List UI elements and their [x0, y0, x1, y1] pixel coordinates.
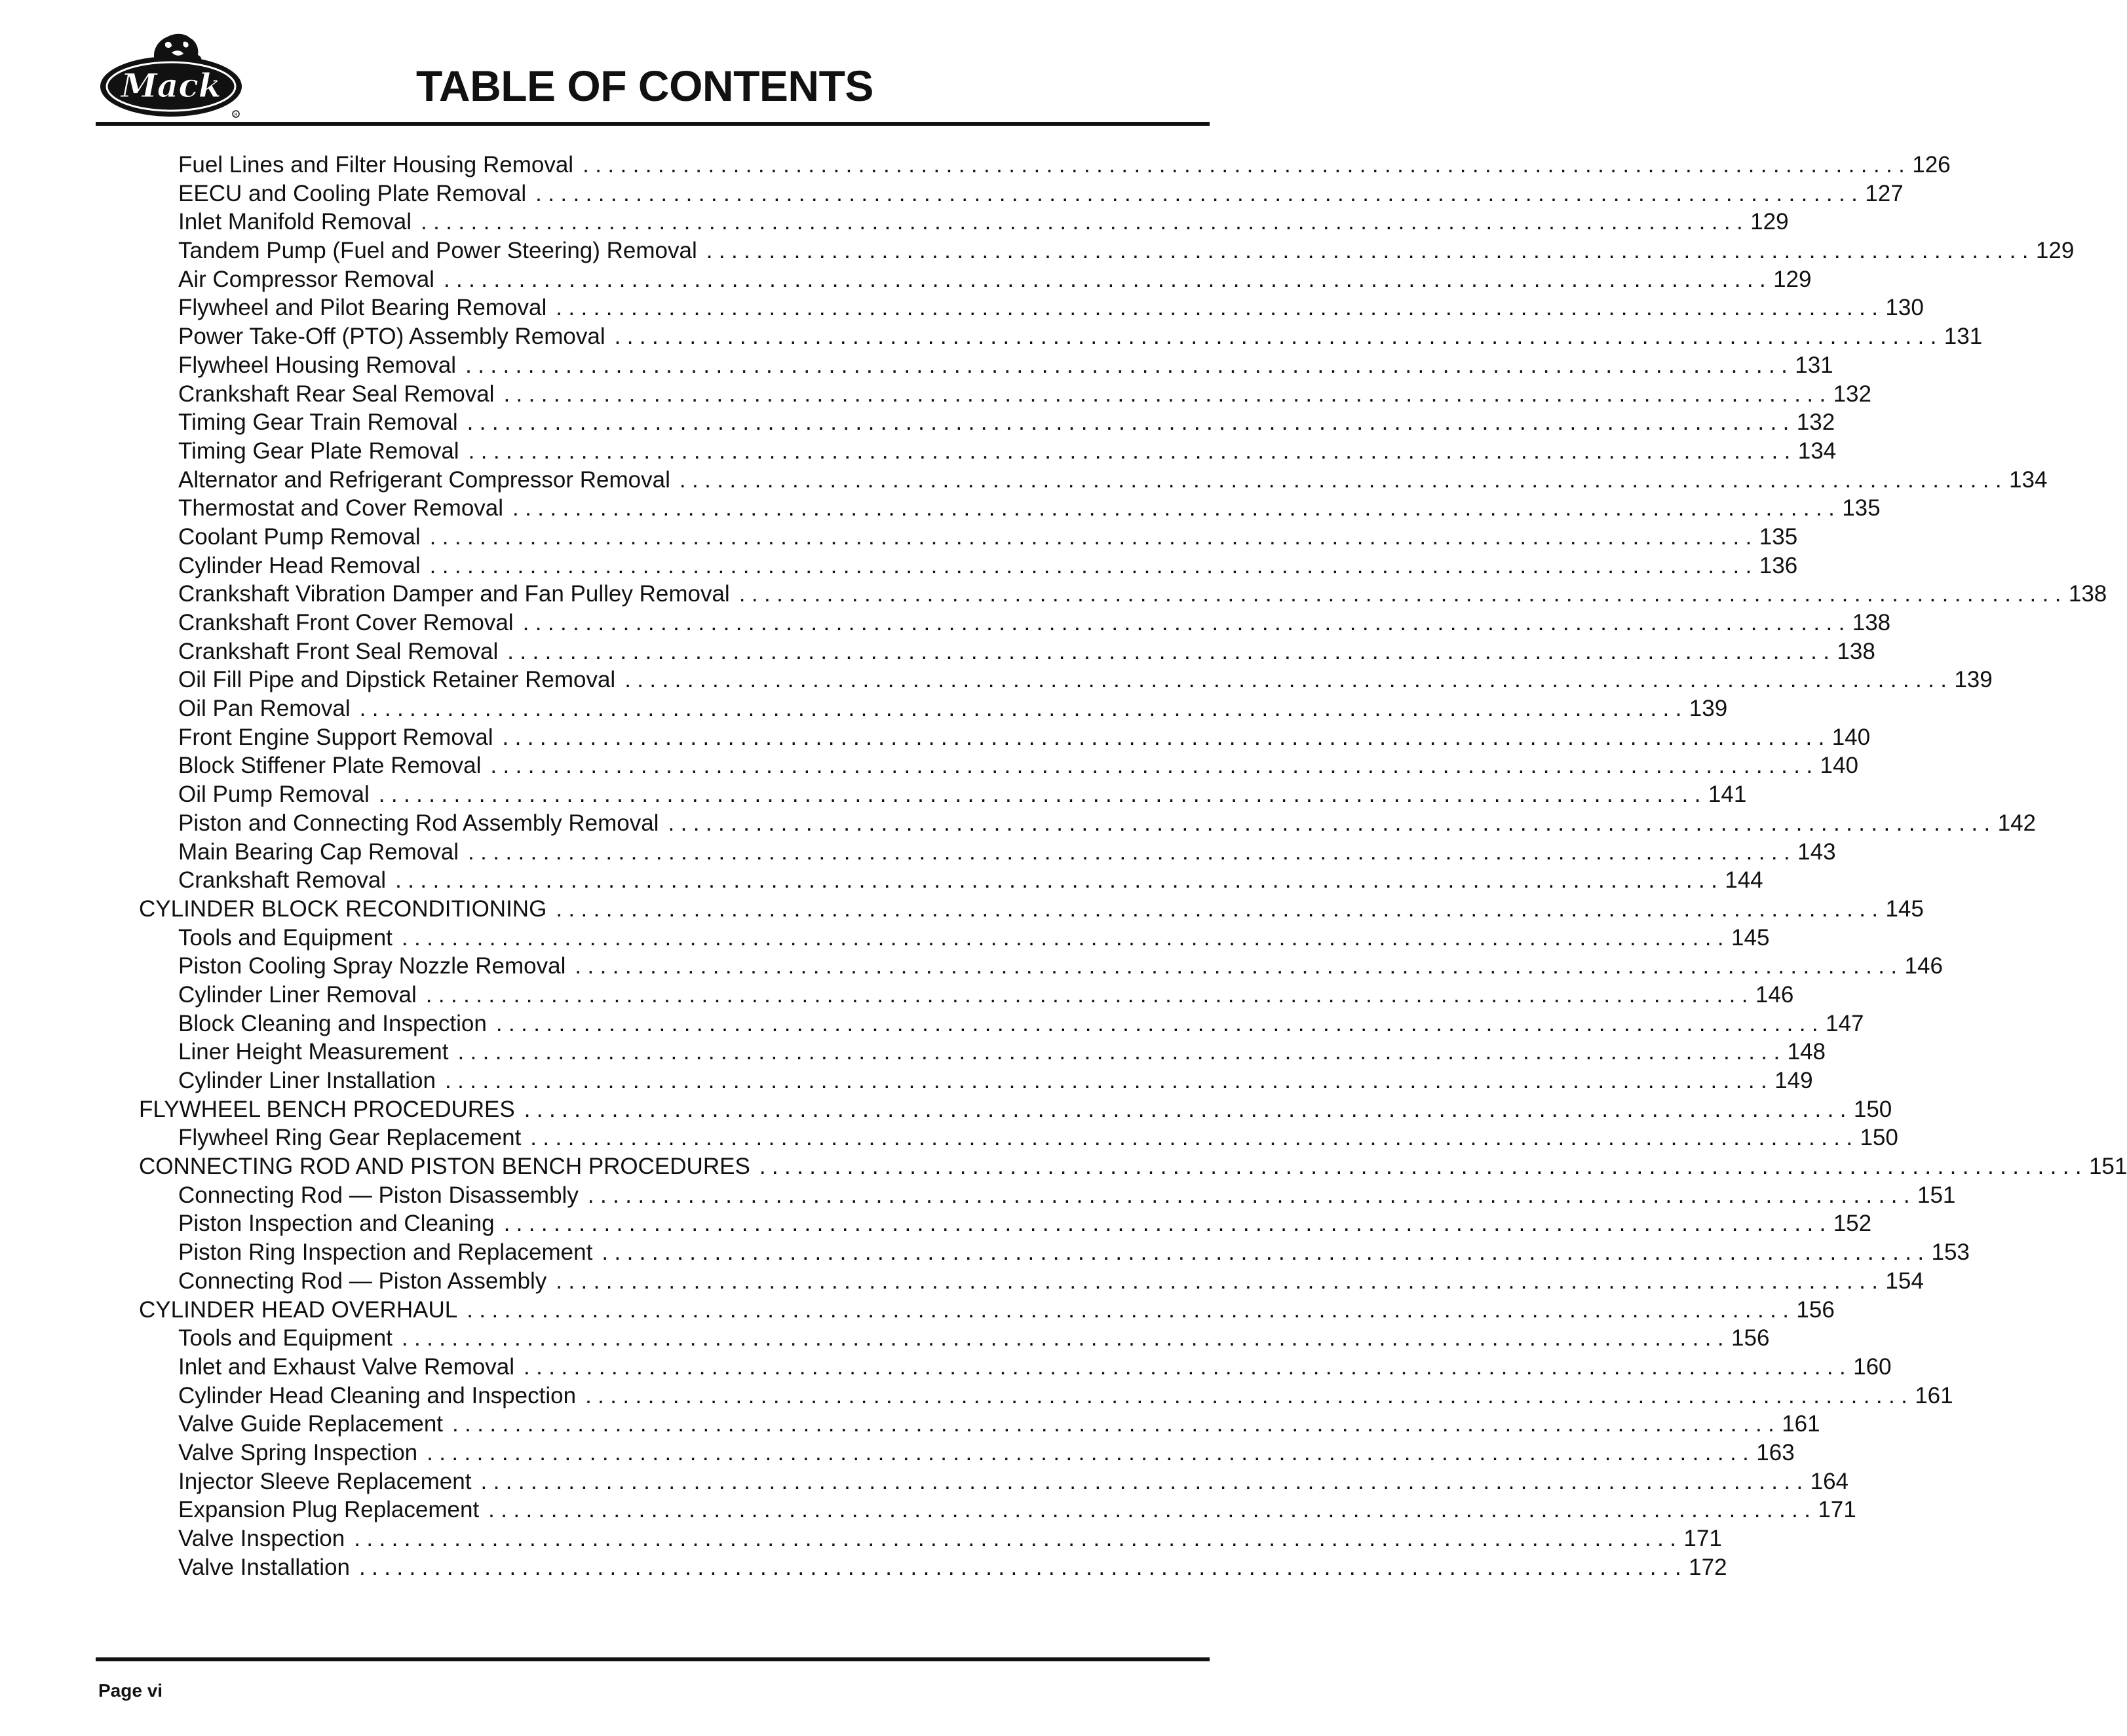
dot-leader: ..........................................................................................................	[429, 552, 1758, 578]
toc-entry-title: Cylinder Liner Installation	[178, 1068, 436, 1093]
toc-entry	[0, 1181, 1956, 1210]
toc-entry	[0, 1066, 1813, 1095]
dot-leader: ..........................................................................................................	[738, 581, 2067, 607]
dot-leader: ..........................................................................................................	[556, 1268, 1885, 1294]
toc-entry	[0, 780, 1747, 809]
dot-leader: ..........................................................................................................	[425, 981, 1754, 1008]
toc-entry	[0, 1353, 1892, 1382]
toc-entry-page: 163	[1756, 1439, 1795, 1465]
toc-entry-page: 143	[1797, 839, 1836, 865]
toc-entry-page: 161	[1915, 1382, 1953, 1408]
toc-entry	[0, 666, 1993, 694]
toc-entry-title: Connecting Rod — Piston Disassembly	[178, 1182, 579, 1208]
toc-entry	[0, 1010, 1864, 1038]
toc-entry	[0, 1382, 1953, 1410]
toc-section-heading	[0, 1296, 1835, 1325]
toc-entry	[0, 751, 1858, 780]
toc-entry-page: 134	[2009, 466, 2048, 493]
toc-entry	[0, 1410, 1820, 1439]
toc-entry-page: 140	[1820, 753, 1858, 779]
dot-leader: ..........................................................................................................	[467, 409, 1795, 436]
toc-entry	[0, 380, 1871, 409]
dot-leader: ..........................................................................................................	[488, 1497, 1817, 1523]
toc-entry	[0, 151, 1951, 179]
toc-entry	[0, 1123, 1898, 1152]
dot-leader: ..........................................................................................................	[354, 1526, 1683, 1551]
toc-entry-title: Crankshaft Front Seal Removal	[178, 638, 499, 664]
toc-entry-page: 146	[1755, 981, 1794, 1008]
toc-entry	[0, 322, 1983, 351]
dot-leader: ..........................................................................................................	[556, 295, 1885, 321]
toc-entry-title: Expansion Plug Replacement	[178, 1497, 480, 1523]
toc-entry-title: Block Stiffener Plate Removal	[178, 753, 482, 779]
toc-entry-page: 131	[1944, 324, 1983, 350]
toc-entry	[0, 694, 1728, 723]
toc-entry	[0, 265, 1812, 294]
toc-entry-page: 135	[1842, 495, 1881, 521]
toc-entry-title: Tools and Equipment	[178, 924, 393, 951]
toc-entry	[0, 1267, 1924, 1296]
toc-entry-title: Piston Ring Inspection and Replacement	[178, 1239, 593, 1266]
toc-section-heading	[0, 895, 1924, 924]
toc-entry	[0, 1553, 1727, 1582]
dot-leader: ..........................................................................................................	[583, 152, 1911, 178]
dot-leader: ..........................................................................................................	[668, 810, 1997, 836]
toc-entry-page: 131	[1795, 352, 1833, 378]
toc-entry-page: 145	[1731, 924, 1770, 951]
toc-entry-page: 146	[1904, 953, 1943, 979]
toc-section-heading	[0, 1095, 1892, 1124]
dot-leader: ..........................................................................................................	[523, 1353, 1852, 1380]
toc-entry-title: Cylinder Head Cleaning and Inspection	[178, 1382, 577, 1408]
dot-leader: ..........................................................................................................	[495, 1010, 1825, 1036]
toc-entry	[0, 466, 2048, 495]
toc-entry-page: 140	[1831, 724, 1871, 750]
dot-leader: ..........................................................................................................	[421, 209, 1750, 235]
toc-entry	[0, 809, 2037, 838]
toc-entry	[0, 1439, 1795, 1467]
toc-entry-title: Coolant Pump Removal	[178, 523, 421, 550]
toc-entry-title: Main Bearing Cap Removal	[178, 839, 459, 865]
toc-entry-title: Inlet Manifold Removal	[178, 209, 412, 235]
toc-entry	[0, 580, 2107, 609]
dot-leader: ..........................................................................................................	[480, 1468, 1809, 1494]
dot-leader: ..........................................................................................................	[359, 696, 1688, 722]
toc-section-heading	[0, 1152, 2127, 1181]
toc-entry-title: Piston Inspection and Cleaning	[178, 1211, 495, 1237]
toc-entry-page: 145	[1885, 896, 1924, 922]
dot-leader: ..........................................................................................................	[585, 1382, 1914, 1408]
dot-leader: ..........................................................................................................	[602, 1239, 1930, 1266]
toc-entry-title: Valve Spring Inspection	[178, 1439, 418, 1465]
dot-leader: ..........................................................................................................	[443, 266, 1772, 292]
toc-entry-page: 132	[1796, 409, 1835, 436]
toc-entry-page: 134	[1797, 438, 1837, 464]
toc-entry-title: Inlet and Exhaust Valve Removal	[178, 1353, 514, 1380]
toc-entry	[0, 236, 2075, 265]
dot-leader: ..........................................................................................................	[490, 753, 1819, 779]
toc-entry-page: 141	[1708, 782, 1747, 808]
toc-entry-title: Crankshaft Rear Seal Removal	[178, 381, 495, 407]
dot-leader: ..........................................................................................................	[512, 495, 1841, 521]
svg-text:R: R	[234, 112, 238, 117]
toc-entry-title: CONNECTING ROD AND PISTON BENCH PROCEDURES	[139, 1154, 750, 1180]
toc-entry	[0, 723, 1871, 752]
toc-entry-title: Fuel Lines and Filter Housing Removal	[178, 152, 574, 178]
toc-entry	[0, 981, 1794, 1010]
toc-entry-title: Timing Gear Plate Removal	[178, 438, 459, 464]
toc-entry	[0, 1496, 1856, 1524]
toc-entry-title: Injector Sleeve Replacement	[178, 1468, 472, 1494]
toc-entry-page: 139	[1689, 696, 1728, 722]
dot-leader: ..........................................................................................................	[503, 381, 1832, 407]
dot-leader: ..........................................................................................................	[556, 896, 1885, 922]
dot-leader: ..........................................................................................................	[503, 1211, 1832, 1237]
toc-entry-page: 164	[1810, 1468, 1849, 1494]
mack-logo	[97, 26, 248, 124]
dot-leader: ..........................................................................................................	[444, 1068, 1774, 1093]
toc-entry-page: 135	[1759, 523, 1798, 550]
toc-entry-page: 129	[1773, 266, 1812, 292]
toc-entry-page: 144	[1725, 867, 1763, 894]
toc-entry-title: Alternator and Refrigerant Compressor Removal	[178, 466, 670, 493]
toc-entry-title: Block Cleaning and Inspection	[178, 1010, 487, 1036]
dot-leader: ..........................................................................................................	[465, 352, 1794, 378]
toc-entry-page: 139	[1954, 667, 1993, 693]
dot-leader: ..........................................................................................................	[587, 1182, 1916, 1208]
dot-leader: ..........................................................................................................	[467, 1296, 1795, 1323]
toc-entry-page: 151	[2088, 1154, 2127, 1180]
dot-leader: ..........................................................................................................	[524, 1096, 1852, 1122]
toc-entry-title: Air Compressor Removal	[178, 266, 434, 292]
toc-entry	[0, 1524, 1722, 1553]
toc-entry	[0, 293, 1924, 322]
toc-entry-title: Liner Height Measurement	[178, 1039, 449, 1065]
toc-entry	[0, 609, 1891, 637]
toc-entry	[0, 408, 1835, 437]
toc-entry-title: Timing Gear Train Removal	[178, 409, 458, 436]
toc-entry	[0, 208, 1789, 236]
toc-entry	[0, 437, 1837, 466]
dot-leader: ..........................................................................................................	[614, 324, 1943, 350]
toc-entry-title: Cylinder Liner Removal	[178, 981, 417, 1008]
toc-entry-title: Valve Guide Replacement	[178, 1411, 444, 1437]
toc-entry	[0, 523, 1798, 552]
toc-entry-page: 147	[1826, 1010, 1864, 1036]
toc-entry	[0, 1038, 1826, 1066]
toc-entry-page: 161	[1782, 1411, 1820, 1437]
toc-entry-page: 172	[1689, 1554, 1727, 1580]
toc-entry	[0, 179, 1904, 208]
dot-leader: ..........................................................................................................	[452, 1411, 1781, 1437]
dot-leader: ..........................................................................................................	[759, 1154, 2088, 1180]
toc-entry-page: 171	[1818, 1497, 1856, 1523]
toc-entry-page: 132	[1833, 381, 1871, 407]
toc-entry-title: CYLINDER HEAD OVERHAUL	[139, 1296, 458, 1323]
dot-leader: ..........................................................................................................	[401, 924, 1731, 951]
toc-entry-page: 151	[1917, 1182, 1956, 1208]
dot-leader: ..........................................................................................................	[395, 867, 1724, 894]
dot-leader: ..........................................................................................................	[535, 180, 1864, 206]
page-title: TABLE OF CONTENTS	[416, 62, 873, 110]
toc-entry-page: 138	[2068, 581, 2107, 607]
toc-entry-title: Oil Pan Removal	[178, 696, 351, 722]
toc-entry-page: 153	[1931, 1239, 1970, 1266]
toc-entry-page: 142	[1997, 810, 2037, 836]
toc-entry-page: 129	[2035, 238, 2075, 264]
toc-entry-title: Valve Installation	[178, 1554, 351, 1580]
toc-entry-title: Flywheel Housing Removal	[178, 352, 457, 378]
page-number: Page vi	[98, 1680, 163, 1701]
toc-entry-title: Piston and Connecting Rod Assembly Removal	[178, 810, 659, 836]
dot-leader: ..........................................................................................................	[706, 238, 2035, 264]
toc-entry-title: Crankshaft Vibration Damper and Fan Pulley Removal	[178, 581, 730, 607]
toc-entry-title: Flywheel and Pilot Bearing Removal	[178, 295, 547, 321]
toc-entry-title: Valve Inspection	[178, 1526, 345, 1551]
toc-entry-page: 150	[1860, 1125, 1898, 1151]
toc-entry-page: 156	[1796, 1296, 1835, 1323]
toc-entry-page: 136	[1759, 552, 1798, 578]
toc-entry-title: Tandem Pump (Fuel and Power Steering) Removal	[178, 238, 697, 264]
toc-entry-page: 154	[1885, 1268, 1924, 1294]
toc-entry-page: 171	[1683, 1526, 1722, 1551]
toc-entry-title: Power Take-Off (PTO) Assembly Removal	[178, 324, 605, 350]
toc-entry-title: Crankshaft Front Cover Removal	[178, 610, 514, 635]
toc-entry	[0, 1467, 1849, 1496]
dot-leader: ..........................................................................................................	[468, 438, 1797, 464]
toc-entry	[0, 952, 1943, 981]
toc-entry	[0, 637, 1875, 666]
toc-entry-title: Piston Cooling Spray Nozzle Removal	[178, 953, 566, 979]
dot-leader: ..........................................................................................................	[467, 839, 1797, 865]
toc-entry-page: 138	[1852, 610, 1891, 635]
toc-entry	[0, 552, 1798, 580]
toc-entry-title: Flywheel Ring Gear Replacement	[178, 1125, 522, 1151]
dot-leader: ..........................................................................................................	[507, 638, 1836, 664]
logo-text: Mack	[121, 66, 221, 105]
dot-leader: ..........................................................................................................	[679, 466, 2008, 493]
toc-entry-page: 160	[1853, 1353, 1892, 1380]
dot-leader: ..........................................................................................................	[530, 1125, 1859, 1151]
table-of-contents	[0, 151, 2127, 1581]
toc-entry	[0, 924, 1770, 953]
toc-entry-page: 126	[1912, 152, 1951, 178]
dot-leader: ..........................................................................................................	[624, 667, 1953, 693]
toc-entry-title: Crankshaft Removal	[178, 867, 387, 894]
dot-leader: ..........................................................................................................	[502, 724, 1831, 750]
toc-entry-page: 156	[1731, 1325, 1770, 1351]
toc-entry	[0, 1238, 1970, 1267]
toc-entry	[0, 1324, 1770, 1353]
toc-entry	[0, 838, 1836, 867]
dot-leader: ..........................................................................................................	[457, 1039, 1786, 1065]
toc-entry-page: 127	[1865, 180, 1904, 206]
toc-entry-page: 130	[1885, 295, 1924, 321]
toc-entry-title: Thermostat and Cover Removal	[178, 495, 504, 521]
dot-leader: ..........................................................................................................	[575, 953, 1904, 979]
footer-rule	[96, 1657, 1210, 1661]
toc-entry-title: Cylinder Head Removal	[178, 552, 421, 578]
toc-entry-page: 152	[1833, 1211, 1872, 1237]
toc-entry-page: 129	[1750, 209, 1789, 235]
toc-entry-page: 148	[1787, 1039, 1826, 1065]
toc-entry-page: 150	[1853, 1096, 1892, 1122]
dot-leader: ..........................................................................................................	[378, 782, 1707, 808]
dot-leader: ..........................................................................................................	[429, 523, 1758, 550]
toc-entry-title: EECU and Cooling Plate Removal	[178, 180, 527, 206]
toc-entry-title: FLYWHEEL BENCH PROCEDURES	[139, 1096, 515, 1122]
dot-leader: ..........................................................................................................	[359, 1554, 1688, 1580]
dot-leader: ..........................................................................................................	[427, 1439, 1755, 1465]
toc-entry-title: Connecting Rod — Piston Assembly	[178, 1268, 547, 1294]
toc-entry-title: Tools and Equipment	[178, 1325, 393, 1351]
toc-entry	[0, 494, 1881, 523]
toc-entry-title: Front Engine Support Removal	[178, 724, 493, 750]
toc-entry	[0, 351, 1833, 380]
dot-leader: ..........................................................................................................	[401, 1325, 1731, 1351]
toc-entry	[0, 866, 1763, 895]
dot-leader: ..........................................................................................................	[522, 610, 1851, 635]
toc-entry-title: CYLINDER BLOCK RECONDITIONING	[139, 896, 547, 922]
toc-entry-title: Oil Pump Removal	[178, 782, 370, 808]
toc-entry-page: 138	[1837, 638, 1875, 664]
toc-entry-page: 149	[1774, 1068, 1813, 1093]
toc-entry-title: Oil Fill Pipe and Dipstick Retainer Removal	[178, 667, 616, 693]
header-rule	[96, 122, 1210, 126]
toc-entry	[0, 1209, 1872, 1238]
